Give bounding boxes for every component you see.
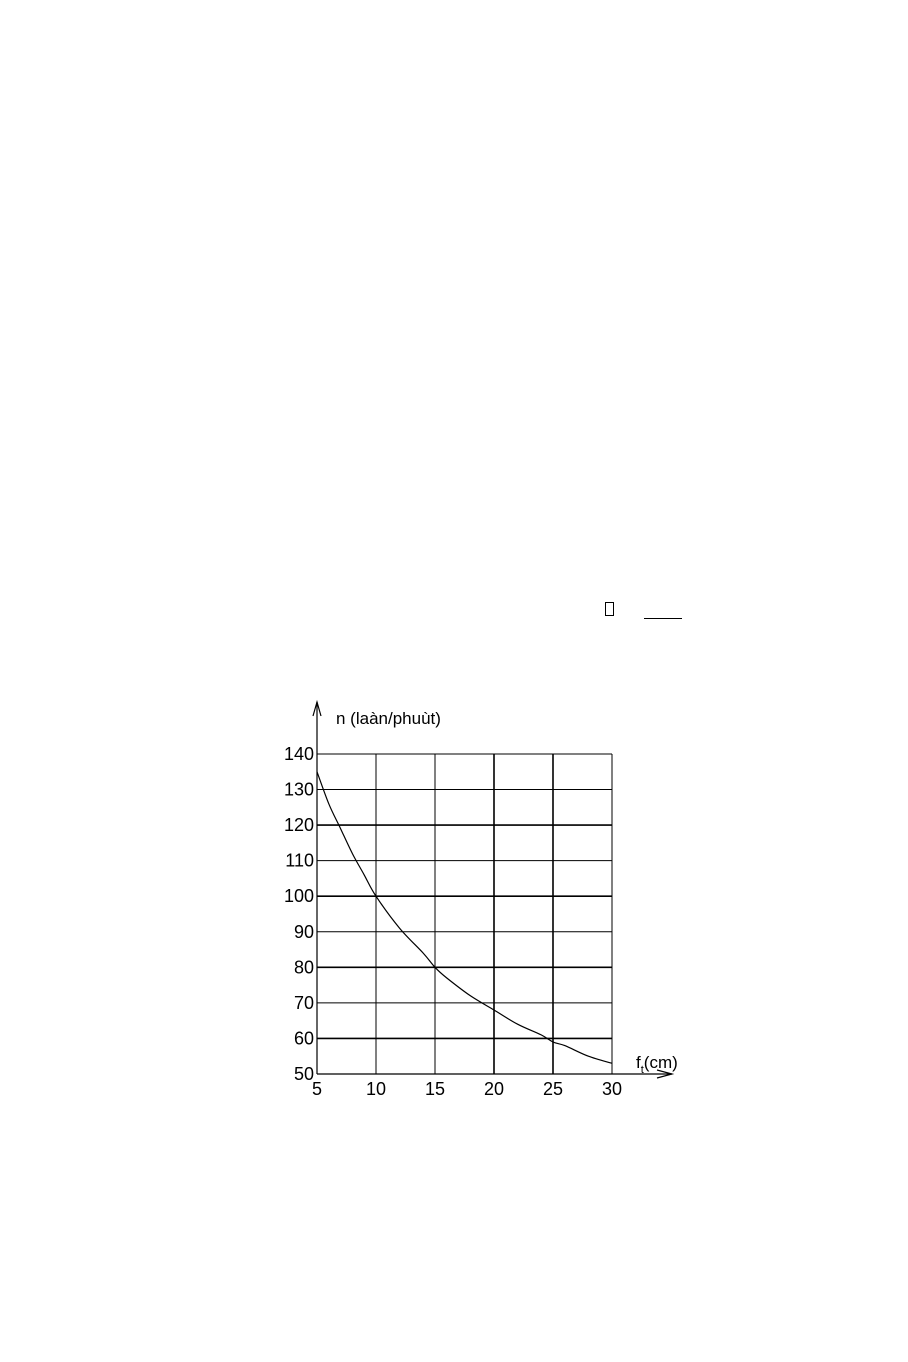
x-tick-label: 20 bbox=[483, 1079, 505, 1099]
x-tick-label: 25 bbox=[542, 1079, 564, 1099]
x-axis-title-sub: t bbox=[640, 1064, 644, 1076]
x-tick-label: 5 bbox=[311, 1079, 323, 1099]
chart-curve bbox=[317, 772, 612, 1064]
y-tick-label: 70 bbox=[293, 992, 314, 1013]
y-tick-label: 100 bbox=[283, 886, 314, 907]
x-tick-label: 10 bbox=[365, 1079, 387, 1099]
y-tick-label: 120 bbox=[283, 815, 314, 836]
x-tick-label: 30 bbox=[601, 1079, 623, 1099]
y-tick-label: 80 bbox=[293, 957, 314, 978]
x-axis-title-main: f bbox=[636, 1053, 641, 1072]
y-tick-label: 50 bbox=[293, 1064, 314, 1084]
y-tick-label: 90 bbox=[293, 921, 314, 942]
x-tick-label: 15 bbox=[424, 1079, 446, 1099]
chart-grid bbox=[317, 754, 612, 1074]
y-tick-label: 130 bbox=[283, 779, 314, 800]
y-tick-label: 110 bbox=[285, 850, 314, 871]
y-tick-label: 60 bbox=[293, 1028, 314, 1049]
x-axis-title-unit: (cm) bbox=[643, 1053, 678, 1072]
chart-tick-labels bbox=[284, 744, 622, 1099]
y-axis-title: n (laàn/phuùt) bbox=[336, 709, 441, 728]
x-axis-title bbox=[636, 1053, 678, 1076]
chart-axes bbox=[313, 702, 672, 1078]
series-line bbox=[317, 772, 612, 1064]
y-tick-label: 140 bbox=[283, 744, 314, 764]
